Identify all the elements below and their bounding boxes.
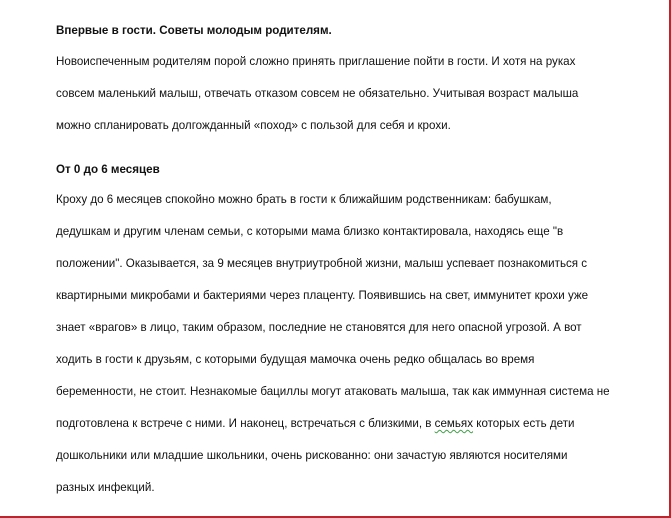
section-line-1: Кроху до 6 месяцев спокойно можно брать в гости к ближайшим родственникам: бабушкам, — [56, 193, 552, 206]
closing-line-1: дошкольники или младшие школьники, очень рискованно: они зачастую являются носителями — [56, 449, 568, 462]
section-line-8-start: подготовлена к встрече с ними. И наконец, встречаться с близкими, в — [56, 417, 435, 430]
section-line-3: положении". Оказывается, за 9 месяцев внутриутробной жизни, малыш успевает познакомиться с — [56, 257, 588, 270]
section-line-8 — [56, 416, 575, 432]
section-line-8-end: которых есть дети — [473, 417, 575, 430]
intro-line-1: Новоиспеченным родителям порой сложно принять приглашение пойти в гости. И хотя на руках — [56, 55, 576, 68]
article-title: Впервые в гости. Советы молодым родителям. — [56, 24, 332, 37]
section-line-4: квартирными микробами и бактериями через плаценту. Появившись на свет, иммунитет крохи уже — [56, 289, 589, 302]
section-line-2: дедушкам и другим членам семьи, с которыми мама близко контактировала, находясь еще "в — [56, 225, 564, 238]
intro-line-2: совсем маленький малыш, отвечать отказом совсем не обязательно. Учитывая возраст малыша — [56, 87, 579, 100]
closing-line-2: разных инфекций. — [56, 481, 155, 494]
intro-line-3: можно спланировать долгожданный «поход» с пользой для себя и крохи. — [56, 119, 451, 132]
section-line-6: ходить в гости к друзьям, с которыми будущая мамочка очень редко общалась во время — [56, 353, 535, 366]
section-line-5: знает «врагов» в лицо, таким образом, последние не становятся для него опасной угрозой. А вот — [56, 321, 582, 334]
section-line-7: беременности, не стоит. Незнакомые бациллы могут атаковать малыша, так как иммунная система не — [56, 385, 610, 398]
section-heading: От 0 до 6 месяцев — [56, 163, 160, 176]
spellcheck-flagged-word[interactable]: семьях — [434, 417, 474, 430]
